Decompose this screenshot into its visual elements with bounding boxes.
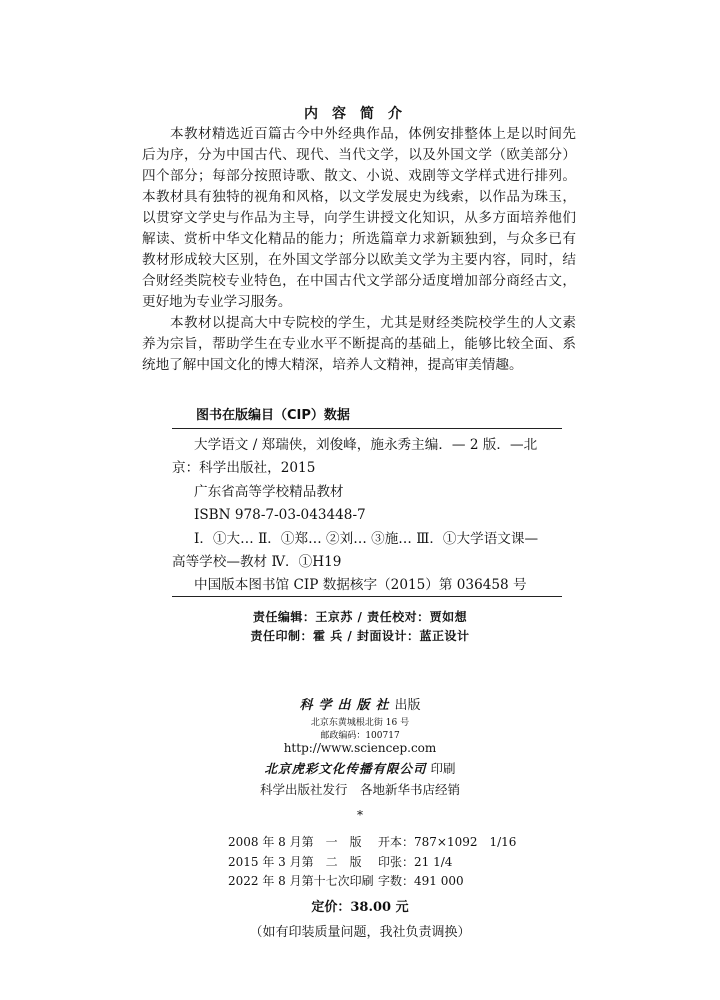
- quality-notice: （如有印装质量问题，我社负责调换）: [249, 925, 471, 940]
- edition-row: [228, 853, 516, 873]
- cip-line-classification: Ⅰ．①大… Ⅱ．①郑… ②刘… ③施… Ⅲ．①大学语文课—: [194, 530, 539, 547]
- separator-star: *: [357, 808, 363, 822]
- cip-title: 图书在版编目（CIP）数据: [196, 408, 350, 423]
- production-credits: 责任印制：霍 兵 / 封面设计：蓝正设计: [250, 629, 470, 643]
- publisher-url: http://www.sciencep.com: [283, 741, 437, 755]
- edition-row: [228, 833, 516, 853]
- cip-record: [172, 434, 562, 598]
- edition-date: 2008 年 8 月第 一 版: [228, 835, 362, 849]
- editor-credits: 责任编辑：王京苏 / 责任校对：贾如想: [252, 610, 468, 624]
- edition-info: [228, 833, 516, 892]
- cip-bottom-rule: [172, 596, 562, 597]
- edition-date: 2022 年 8 月第十七次印刷: [228, 874, 374, 888]
- publisher-line: [0, 694, 720, 713]
- intro-text: [142, 124, 576, 376]
- printer-suffix: 印刷: [430, 761, 456, 776]
- cip-line-series: 广东省高等学校精品教材: [194, 483, 344, 500]
- price: 定价：38.00 元: [311, 900, 409, 915]
- edition-date: 2015 年 3 月第 二 版: [228, 854, 362, 869]
- intro-paragraph-1: 本教材精选近百篇古今中外经典作品，体例安排整体上是以时间先后为序，分为中国古代、现代、当代文学，以及外国文学（欧美部分）四个部分；每部分按照诗歌、散文、小说、戏剧等文学样式进行排列。本教材具有独特的视角和风格，以文学发展史为线索，以作品为珠玉，以贯穿文学史与作品为主导，向学生讲授文化知识，从多方面培养他们解读、赏析中华文化精品的能力；所选篇章力求新颖独到，与众多已有教材形成较大区别，在外国文学部分以欧美文学为主要内容，同时，结合财经类院校专业特色，在中国古代文学部分适度增加部分商经古文，更好地为专业学习服务。: [142, 126, 576, 310]
- printer-line: [0, 759, 720, 777]
- publisher-suffix: 出版: [394, 698, 421, 713]
- intro-paragraph-2: 本教材以提高大中专院校的学生，尤其是财经类院校学生的人文素养为宗旨，帮助学生在专业水平不断提高的基础上，能够比较全面、系统地了解中国文化的博大精深，培养人文精神，提高审美情趣。: [142, 315, 576, 373]
- cip-line-isbn: ISBN 978-7-03-043448-7: [194, 507, 366, 524]
- printer-name: 北京虎彩文化传播有限公司: [264, 761, 427, 776]
- cip-line-number: 中国版本图书馆 CIP 数据核字（2015）第 036458 号: [194, 577, 527, 594]
- edition-spec: 字数：491 000: [378, 874, 464, 888]
- edition-spec: 开本：787×1092 1/16: [378, 835, 517, 849]
- intro-title: 内容简介: [304, 106, 416, 122]
- publisher-postcode: 邮政编码：100717: [320, 731, 400, 741]
- edition-row: [228, 872, 516, 892]
- publisher-address: 北京东黄城根北街 16 号: [310, 718, 410, 728]
- distribution-line: 科学出版社发行 各地新华书店经销: [259, 782, 460, 797]
- cip-line-classification-cont: 高等学校—教材 Ⅳ．①H19: [172, 554, 342, 571]
- publisher-name: 科学出版社: [299, 698, 395, 713]
- cip-top-rule: [172, 428, 562, 429]
- edition-spec: 印张：21 1/4: [378, 854, 453, 869]
- cip-line-title: 大学语文 / 郑瑞侠，刘俊峰，施永秀主编．— 2 版．—北: [194, 437, 538, 453]
- cip-line-title-cont: 京：科学出版社，2015: [172, 460, 316, 477]
